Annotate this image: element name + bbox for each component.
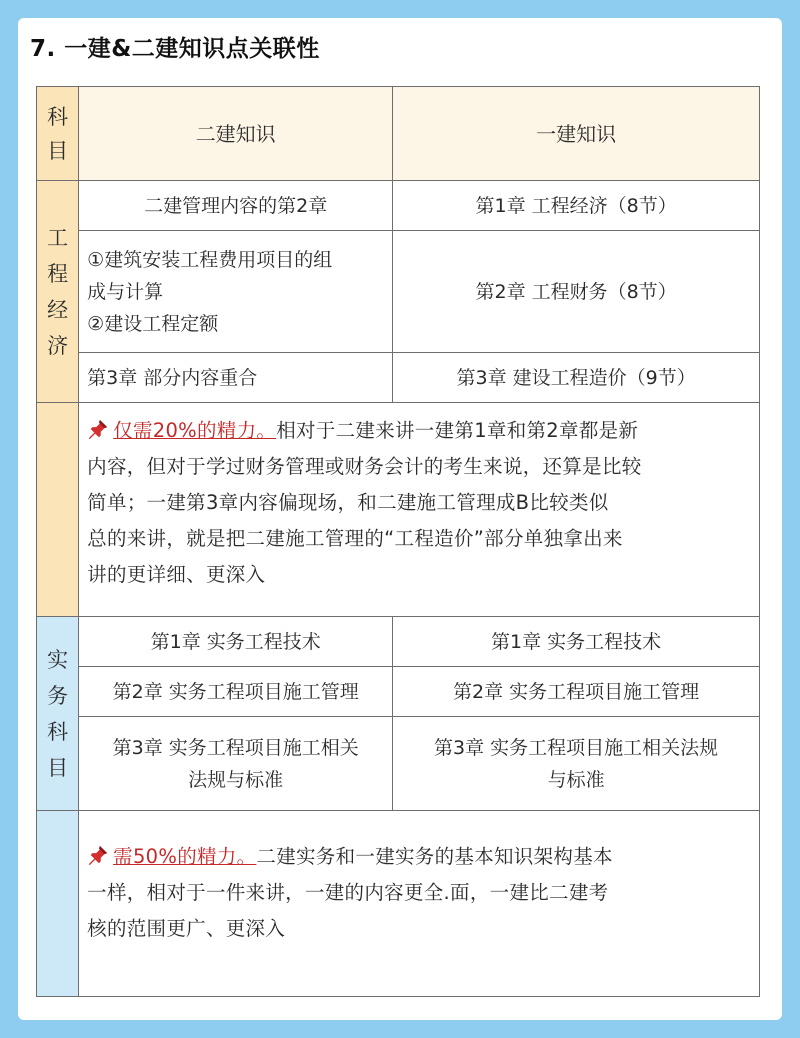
cell-er: 第3章 部分内容重合 bbox=[79, 353, 393, 403]
effort-highlight: 仅需20%的精力。 bbox=[113, 419, 277, 442]
cell-line: 与标准 bbox=[547, 768, 605, 791]
cell-er: 第1章 实务工程技术 bbox=[79, 617, 393, 667]
subject-char: 目 bbox=[47, 755, 69, 780]
cell-er: 第2章 实务工程项目施工管理 bbox=[79, 667, 393, 717]
note-line: 总的来讲，就是把二建施工管理的“工程造价”部分单独拿出来 bbox=[87, 527, 623, 550]
table-row bbox=[37, 717, 760, 811]
note-line: 二建实务和一建实务的基本知识架构基本 bbox=[256, 845, 613, 868]
note-practice bbox=[79, 811, 760, 997]
subject-practice bbox=[37, 617, 79, 811]
cell-er: 二建管理内容的第2章 bbox=[79, 181, 393, 231]
note-line: 讲的更详细、更深入 bbox=[87, 563, 266, 586]
note-line: 内容，但对于学过财务管理或财务会计的考生来说，还算是比较 bbox=[87, 455, 642, 478]
note-line: 简单；一建第3章内容偏现场，和二建施工管理成B比较类似 bbox=[87, 491, 609, 514]
effort-highlight: 需50%的精力。 bbox=[113, 845, 257, 868]
table-row bbox=[37, 353, 760, 403]
table-row bbox=[37, 231, 760, 353]
subject-practice-cont bbox=[37, 811, 79, 997]
cell-yi: 第2章 实务工程项目施工管理 bbox=[393, 667, 760, 717]
subject-header-char: 目 bbox=[47, 138, 69, 163]
pushpin-icon bbox=[87, 844, 109, 866]
comparison-table bbox=[36, 86, 760, 997]
subject-char: 经 bbox=[47, 297, 69, 322]
note-row bbox=[37, 403, 760, 617]
subject-char: 务 bbox=[47, 683, 69, 708]
cell-yi: 第2章 工程财务（8节） bbox=[393, 231, 760, 353]
col-header-er: 二建知识 bbox=[79, 87, 393, 181]
cell-yi bbox=[393, 717, 760, 811]
subject-economy-cont bbox=[37, 403, 79, 617]
note-line: 核的范围更广、更深入 bbox=[87, 917, 286, 940]
note-line: 一样，相对于一件来讲，一建的内容更全.面，一建比二建考 bbox=[87, 881, 609, 904]
cell-yi: 第3章 建设工程造价（9节） bbox=[393, 353, 760, 403]
subject-char: 济 bbox=[47, 333, 69, 358]
cell-line: 第3章 实务工程项目施工相关 bbox=[112, 736, 359, 759]
table-row bbox=[37, 181, 760, 231]
cell-line: ②建设工程定额 bbox=[87, 312, 219, 335]
col-header-yi: 一建知识 bbox=[393, 87, 760, 181]
subject-char: 工 bbox=[47, 225, 69, 250]
cell-yi: 第1章 实务工程技术 bbox=[393, 617, 760, 667]
cell-line: 成与计算 bbox=[87, 280, 164, 303]
subject-economy bbox=[37, 181, 79, 403]
table-header-row bbox=[37, 87, 760, 181]
cell-line: 法规与标准 bbox=[188, 768, 284, 791]
table-row bbox=[37, 617, 760, 667]
subject-char: 实 bbox=[47, 647, 69, 672]
cell-yi: 第1章 工程经济（8节） bbox=[393, 181, 760, 231]
cell-line: 第3章 实务工程项目施工相关法规 bbox=[434, 736, 719, 759]
subject-char: 科 bbox=[47, 719, 69, 744]
table-row bbox=[37, 667, 760, 717]
note-line: 相对于二建来讲一建第1章和第2章都是新 bbox=[276, 419, 639, 442]
subject-header bbox=[37, 87, 79, 181]
page-title: 7. 一建&二建知识点关联性 bbox=[30, 36, 320, 62]
note-row bbox=[37, 811, 760, 997]
subject-header-char: 科 bbox=[47, 104, 69, 129]
subject-char: 程 bbox=[47, 261, 69, 286]
cell-line: ①建筑安装工程费用项目的组 bbox=[87, 248, 333, 271]
cell-er bbox=[79, 717, 393, 811]
note-economy bbox=[79, 403, 760, 617]
cell-er bbox=[79, 231, 393, 353]
pushpin-icon bbox=[87, 418, 109, 440]
